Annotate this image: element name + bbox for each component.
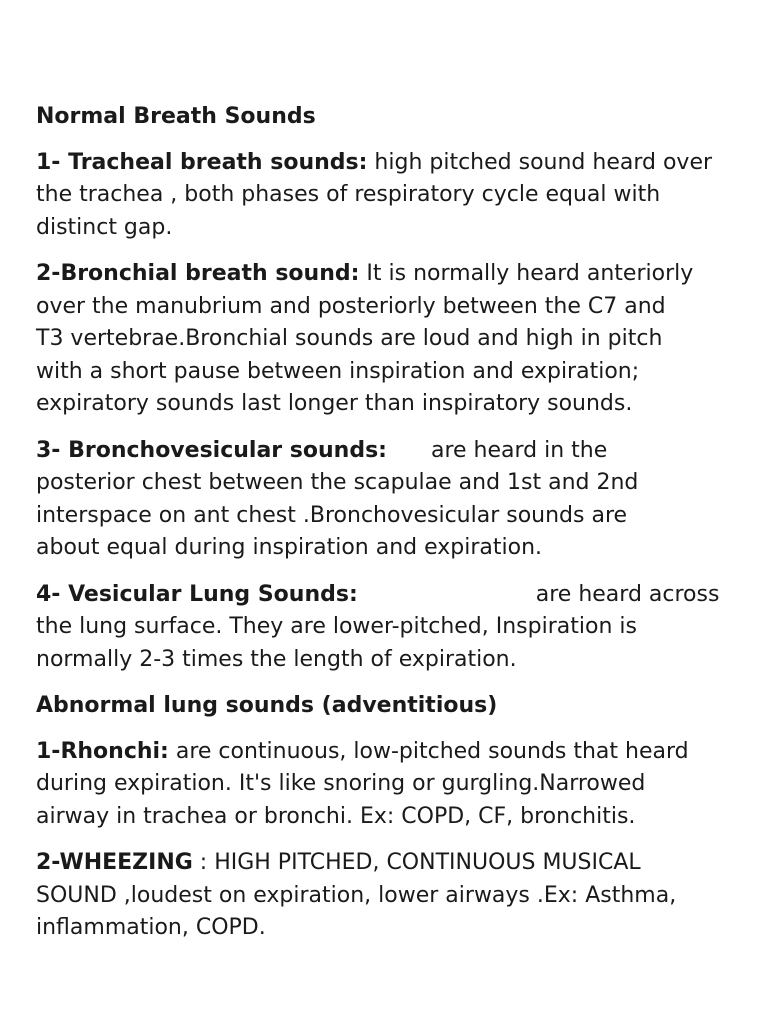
bronchovesicular-line-3: interspace on ant chest .Bronchovesicular sounds are xyxy=(36,502,628,528)
tracheal-text-1: high pitched sound heard over xyxy=(367,149,713,175)
vesicular-text-1: are heard across xyxy=(535,581,720,607)
rhonchi-term: 1-Rhonchi: xyxy=(36,738,169,764)
vesicular-line-3: normally 2-3 times the length of expiration. xyxy=(36,646,517,672)
bronchovesicular-line-1 xyxy=(36,435,748,468)
wheezing-line-3: inflammation, COPD. xyxy=(36,915,266,940)
wheezing-line-1 xyxy=(36,847,748,880)
wheezing-paragraph xyxy=(36,847,748,945)
rhonchi-text-1: are continuous, low-pitched sounds that heard xyxy=(168,738,689,764)
tracheal-term: 1- Tracheal breath sounds: xyxy=(36,149,368,175)
tracheal-line-2: the trachea , both phases of respiratory cycle equal with xyxy=(36,182,661,207)
vesicular-line-2: the lung surface. They are lower-pitched, Inspiration is xyxy=(36,614,637,639)
tracheal-paragraph xyxy=(36,147,748,245)
vesicular-paragraph xyxy=(36,579,748,677)
bronchovesicular-paragraph xyxy=(36,435,748,565)
document-page xyxy=(36,101,748,959)
vesicular-line-1 xyxy=(36,579,748,612)
wheezing-term: 2-WHEEZING xyxy=(36,850,193,875)
bronchial-line-1 xyxy=(36,258,748,291)
bronchial-term: 2-Bronchial breath sound: xyxy=(36,261,360,286)
rhonchi-line-3: airway in trachea or bronchi. Ex: COPD, CF, bronchitis. xyxy=(36,803,636,829)
wheezing-line-2: SOUND ,loudest on expiration, lower airways .Ex: Asthma, xyxy=(36,882,677,908)
bronchial-text-1: It is normally heard anteriorly xyxy=(359,261,694,286)
bronchovesicular-line-2: posterior chest between the scapulae and 1st and 2nd xyxy=(36,470,639,495)
tracheal-line-1 xyxy=(36,147,748,180)
rhonchi-line-1 xyxy=(36,736,748,769)
bronchovesicular-term: 3- Bronchovesicular sounds: xyxy=(36,437,387,463)
tracheal-line-3: distinct gap. xyxy=(36,214,173,240)
vesicular-term: 4- Vesicular Lung Sounds: xyxy=(36,581,358,607)
bronchial-line-3: T3 vertebrae.Bronchial sounds are loud and high in pitch xyxy=(36,326,663,351)
bronchovesicular-text-1: are heard in the xyxy=(430,437,608,463)
bronchial-line-2: over the manubrium and posteriorly between the C7 and xyxy=(36,293,666,319)
bronchial-line-4: with a short pause between inspiration and expiration; xyxy=(36,358,640,384)
rhonchi-paragraph xyxy=(36,736,748,834)
bronchovesicular-line-4: about equal during inspiration and expiration. xyxy=(36,535,543,560)
normal-breath-sounds-heading: Normal Breath Sounds xyxy=(36,104,316,129)
bronchial-paragraph xyxy=(36,258,748,421)
rhonchi-line-2: during expiration. It's like snoring or gurgling.Narrowed xyxy=(36,771,646,796)
bronchial-line-5: expiratory sounds last longer than inspiratory sounds. xyxy=(36,391,633,416)
wheezing-text-1: : HIGH PITCHED, CONTINUOUS MUSICAL xyxy=(192,850,641,875)
abnormal-lung-sounds-heading: Abnormal lung sounds (adventitious) xyxy=(36,693,498,718)
